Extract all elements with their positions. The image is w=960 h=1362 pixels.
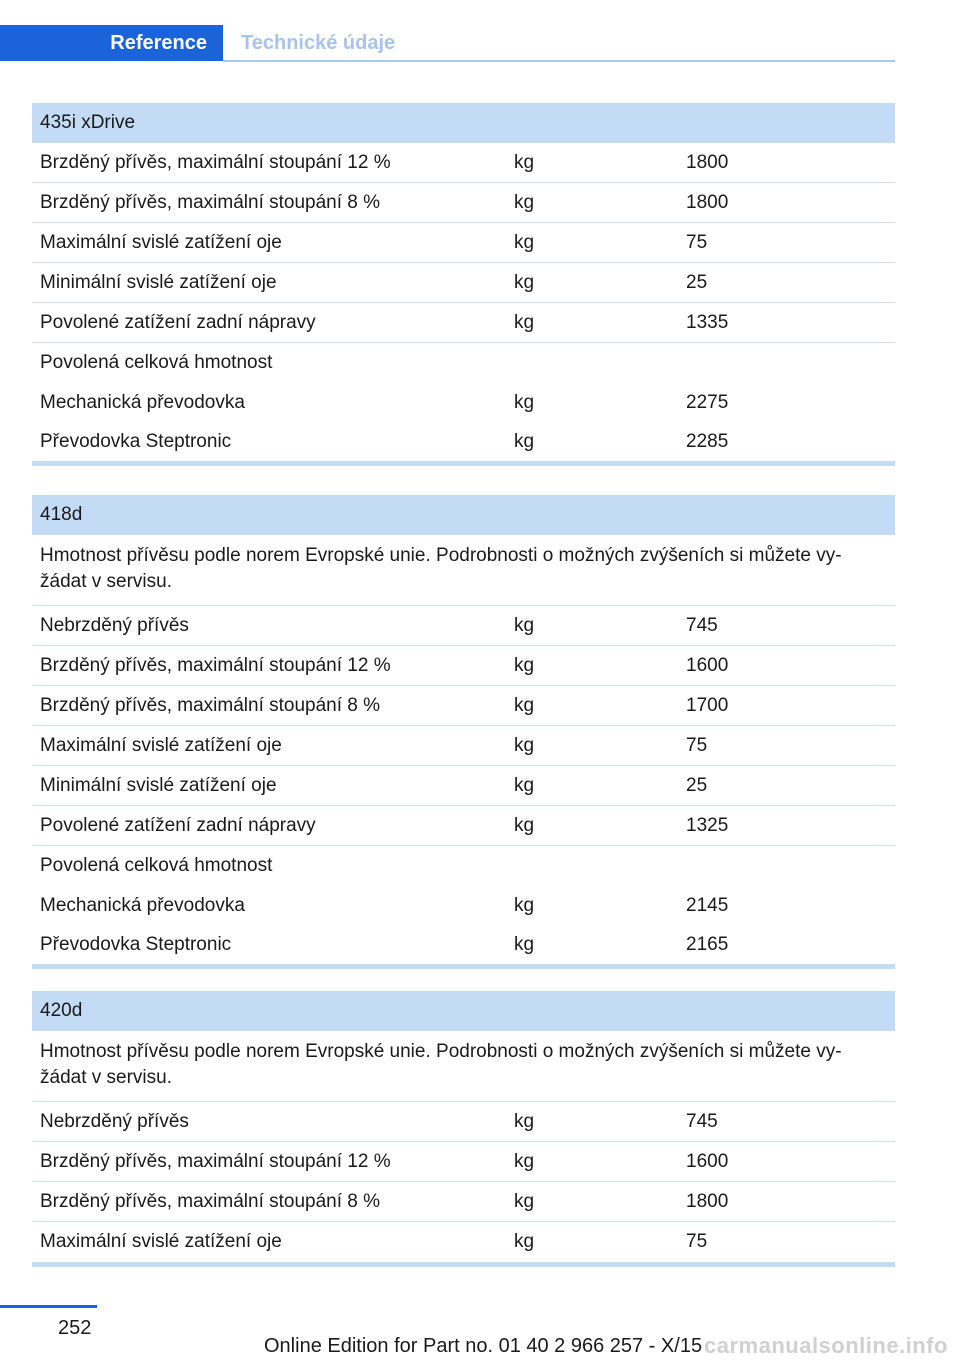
row-unit: kg xyxy=(514,774,535,796)
table-end-rule xyxy=(32,964,895,969)
row-value: 1800 xyxy=(686,191,729,213)
table-row xyxy=(32,766,895,806)
row-value: 1800 xyxy=(686,1190,729,1212)
table-row xyxy=(32,422,895,461)
table-row xyxy=(32,646,895,686)
row-unit: kg xyxy=(514,654,535,676)
tab-reference[interactable]: Reference xyxy=(0,25,223,61)
table-row xyxy=(32,223,895,263)
row-unit: kg xyxy=(514,271,535,293)
row-unit: kg xyxy=(514,430,535,452)
row-value: 2285 xyxy=(686,430,729,452)
page-number-rule xyxy=(0,1305,97,1308)
table-row xyxy=(32,606,895,646)
row-unit: kg xyxy=(514,391,535,413)
row-unit: kg xyxy=(514,614,535,636)
table-end-rule xyxy=(32,1262,895,1267)
row-label: Brzděný přívěs, maximální stoupání 8 % xyxy=(40,694,381,716)
edition-footer: Online Edition for Part no. 01 40 2 966 257 - X/15 xyxy=(264,1335,703,1357)
table-row xyxy=(32,1142,895,1182)
row-label: Brzděný přívěs, maximální stoupání 12 % xyxy=(40,654,391,676)
row-label: Povolené zatížení zadní nápravy xyxy=(40,814,316,836)
spec-table-435i-xdrive xyxy=(32,103,895,466)
row-label: Brzděný přívěs, maximální stoupání 8 % xyxy=(40,1190,381,1212)
table-row xyxy=(32,183,895,223)
row-value: 1325 xyxy=(686,814,729,836)
row-value: 75 xyxy=(686,231,708,253)
row-label: Brzděný přívěs, maximální stoupání 8 % xyxy=(40,191,381,213)
row-label: Povolená celková hmotnost xyxy=(40,855,273,876)
table-row xyxy=(32,726,895,766)
row-label: Brzděný přívěs, maximální stoupání 12 % xyxy=(40,1150,391,1172)
row-unit: kg xyxy=(514,814,535,836)
table-row xyxy=(32,886,895,925)
row-value: 75 xyxy=(686,1231,708,1252)
row-label: Brzděný přívěs, maximální stoupání 12 % xyxy=(40,151,391,173)
row-label: Mechanická převodovka xyxy=(40,894,245,916)
row-label: Minimální svislé zatížení oje xyxy=(40,271,277,293)
row-value: 1700 xyxy=(686,694,729,716)
row-unit: kg xyxy=(514,1231,535,1252)
table-row-total-heading xyxy=(32,343,895,383)
table-end-rule xyxy=(32,461,895,466)
row-value: 745 xyxy=(686,1110,718,1132)
row-unit: kg xyxy=(514,933,535,955)
table-row xyxy=(32,806,895,846)
table-row xyxy=(32,383,895,422)
row-value: 2145 xyxy=(686,894,729,916)
row-label: Nebrzděný přívěs xyxy=(40,1110,189,1132)
row-label: Maximální svislé zatížení oje xyxy=(40,1231,282,1252)
row-label: Povolené zatížení zadní nápravy xyxy=(40,311,316,333)
table-row xyxy=(32,1102,895,1142)
trailer-weight-note: Hmotnost přívěsu podle norem Evropské unie. Podrobnosti o možných zvýšeních si můžete vy-žádat v servisu. xyxy=(32,535,895,606)
row-value: 25 xyxy=(686,271,708,293)
table-row xyxy=(32,143,895,183)
table-row xyxy=(32,925,895,964)
table-row xyxy=(32,1182,895,1222)
row-unit: kg xyxy=(514,151,535,173)
row-label: Nebrzděný přívěs xyxy=(40,614,189,636)
row-value: 1600 xyxy=(686,1150,729,1172)
header-divider xyxy=(223,60,895,62)
row-label: Povolená celková hmotnost xyxy=(40,352,273,373)
row-label: Převodovka Steptronic xyxy=(40,430,232,452)
table-row xyxy=(32,1222,895,1262)
row-label: Minimální svislé zatížení oje xyxy=(40,774,277,796)
section-header xyxy=(0,25,395,61)
row-label: Mechanická převodovka xyxy=(40,391,245,413)
table-row xyxy=(32,263,895,303)
tab-technical-data[interactable]: Technické údaje xyxy=(241,31,396,54)
row-unit: kg xyxy=(514,734,535,756)
row-unit: kg xyxy=(514,1110,535,1132)
row-label: Maximální svislé zatížení oje xyxy=(40,231,282,253)
row-unit: kg xyxy=(514,191,535,213)
watermark: carmanualsonline.info xyxy=(704,1333,948,1358)
row-unit: kg xyxy=(514,1150,535,1172)
page-number: 252 xyxy=(58,1317,92,1339)
row-unit: kg xyxy=(514,311,535,333)
row-value: 1600 xyxy=(686,654,729,676)
row-label: Maximální svislé zatížení oje xyxy=(40,734,282,756)
row-value: 75 xyxy=(686,734,708,756)
trailer-weight-note: Hmotnost přívěsu podle norem Evropské unie. Podrobnosti o možných zvýšeních si můžete vy-žádat v servisu. xyxy=(32,1031,895,1102)
row-value: 1335 xyxy=(686,311,729,333)
row-value: 2275 xyxy=(686,391,729,413)
row-label: Převodovka Steptronic xyxy=(40,933,232,955)
table-row xyxy=(32,303,895,343)
table-row-total-heading xyxy=(32,846,895,886)
model-heading: 420d xyxy=(32,991,895,1031)
row-unit: kg xyxy=(514,231,535,253)
model-heading: 418d xyxy=(32,495,895,535)
spec-table-418d xyxy=(32,495,895,969)
row-unit: kg xyxy=(514,1190,535,1212)
row-value: 2165 xyxy=(686,933,729,955)
row-value: 1800 xyxy=(686,151,729,173)
spec-table-420d xyxy=(32,991,895,1267)
row-unit: kg xyxy=(514,894,535,916)
row-value: 25 xyxy=(686,774,708,796)
row-unit: kg xyxy=(514,694,535,716)
table-row xyxy=(32,686,895,726)
row-value: 745 xyxy=(686,614,718,636)
model-heading: 435i xDrive xyxy=(32,103,895,143)
